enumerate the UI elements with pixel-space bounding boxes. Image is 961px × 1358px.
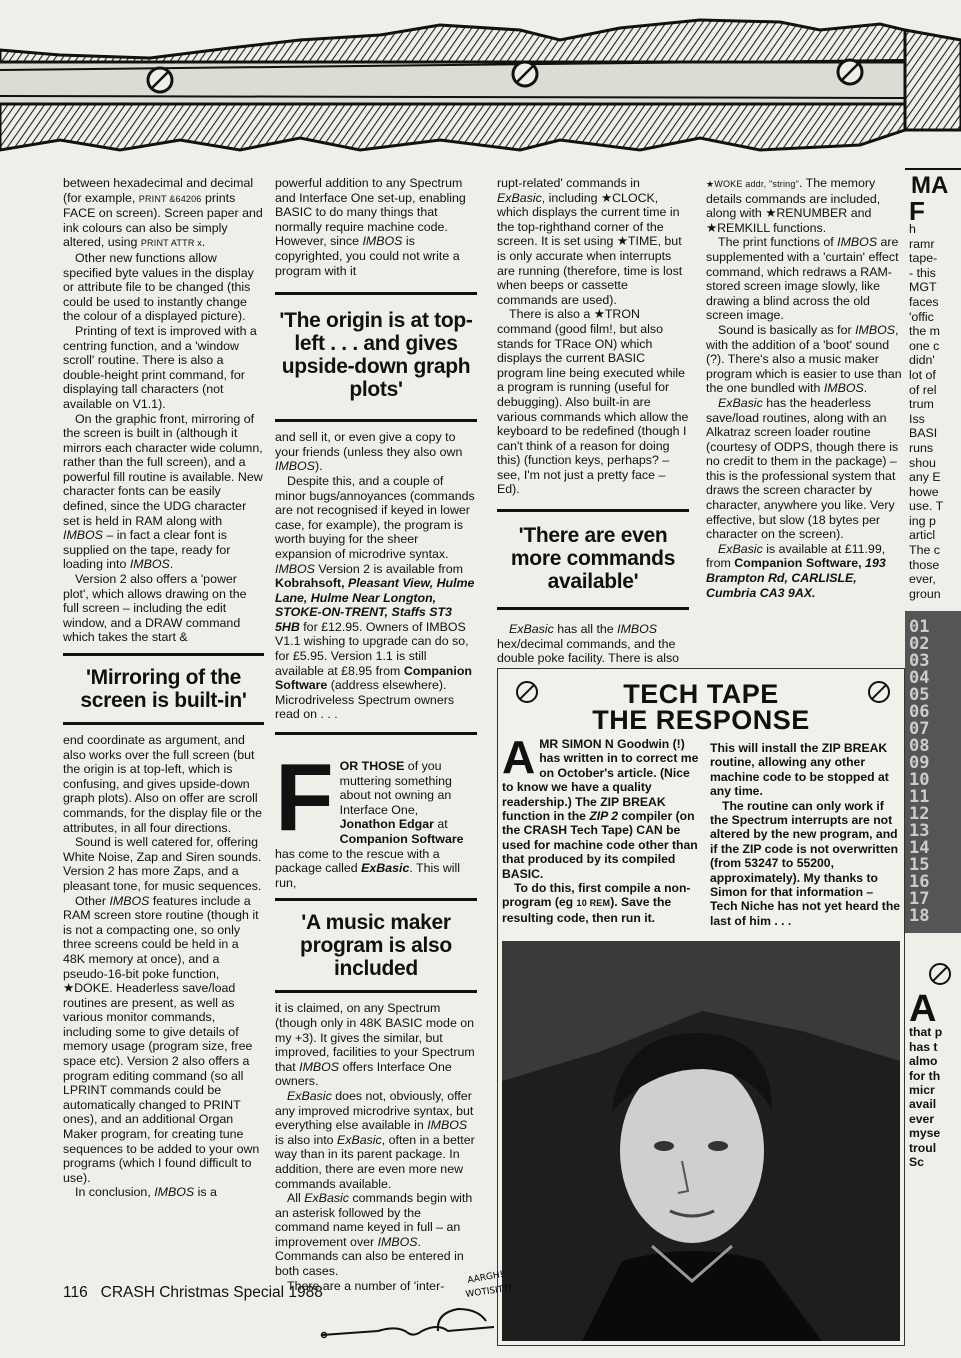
sidebar-line: h bbox=[909, 222, 916, 236]
sidebar-screen-row: 03 bbox=[909, 651, 930, 672]
sidebar-line: avail bbox=[909, 1097, 937, 1112]
article-column-3 bbox=[497, 176, 689, 680]
sidebar-line: lot of bbox=[909, 367, 936, 382]
sidebar-line: MGT bbox=[909, 280, 937, 295]
sidebar-line: BASI bbox=[909, 426, 938, 441]
paragraph: ★WOKE addr, "string". The memory details commands are included, along with ★RENUMBER and ★REMKILL functions. bbox=[706, 176, 881, 235]
paragraph: Despite this, and a couple of minor bugs/annoyances (commands are not recognised if keyed in lower case, for example), the program is worth buying for the sheer expansion of microdrive syntax. IMBOS Version 2 is available from Kobrahsoft, Pleasant View, Hulme Lane, Hulme Near Longton, STOKE-ON-TRENT, Staffs ST3 5HB for £12.95. Owners of IMBOS V1.1 wishing to upgrade can do so, for £5.95. Version 1.1 is still available at £8.95 from Companion Software (address elsewhere). Microdriveless Spectrum owners read on . . . bbox=[275, 473, 475, 722]
sidebar-line: - this bbox=[909, 265, 936, 280]
no-entry-icon bbox=[929, 963, 951, 985]
sidebar-line: Iss bbox=[909, 411, 925, 426]
sidebar-line: F bbox=[909, 196, 925, 226]
sidebar-screen-row: 17 bbox=[909, 889, 930, 910]
sidebar-screen-row: 01 bbox=[909, 617, 930, 638]
paragraph: ExBasic is available at £11.99, from Companion Software, 193 Brampton Rd, CARLISLE, Cumbria CA3 9AX. bbox=[706, 541, 886, 600]
sidebar-line: for th bbox=[909, 1068, 941, 1083]
paragraph: FOR THOSE of you muttering something about not owning an Interface One, Jonathon Edgar at Companion Software has come to the rescue with a package called ExBasic. This will run, bbox=[275, 744, 464, 890]
sidebar-line: ever, bbox=[909, 572, 936, 587]
paragraph: ExBasic does not, obviously, offer any improved microdrive syntax, but everything else available in IMBOS is also into ExBasic, often in a better way than in its parent package. In addition, there are even more new commands available. bbox=[275, 1088, 475, 1191]
sidebar-screen-row: 18 bbox=[909, 906, 930, 927]
paragraph: powerful addition to any Spectrum and Interface One set-up, enabling BASIC to do many things that normally require machine code. However, since IMBOS is copyrighted, you could not write a program with it bbox=[275, 176, 466, 278]
sidebar-line: myse bbox=[909, 1126, 941, 1141]
pull-quote: 'There are even more commands available' bbox=[497, 509, 689, 610]
paragraph: ExBasic has all the IMBOS hex/decimal commands, and the double poke facility. There is also bbox=[497, 622, 680, 666]
sidebar-line: runs bbox=[909, 440, 934, 455]
adjacent-page-edge bbox=[905, 160, 961, 1358]
sidebar-line: didn' bbox=[909, 353, 935, 368]
tech-tape-box bbox=[497, 668, 905, 1346]
sidebar-screen-row: 15 bbox=[909, 855, 930, 876]
article-column-4 bbox=[706, 176, 902, 600]
sidebar-line: the m bbox=[909, 324, 940, 339]
sidebar-screen-row: 08 bbox=[909, 736, 930, 757]
sidebar-heading: MA bbox=[911, 172, 949, 199]
paragraph: The print functions of IMBOS are supplemented with a 'curtain' effect command, which redraws a RAM-stored screen image slowly, like drawing a blind across the old screen image. bbox=[706, 235, 899, 323]
sidebar-line: almo bbox=[909, 1054, 938, 1069]
sidebar-line: one c bbox=[909, 338, 940, 353]
sidebar-screen-row: 14 bbox=[909, 838, 930, 859]
sidebar-screen-row: 04 bbox=[909, 668, 930, 689]
tech-tape-title: TECH TAPE THE RESPONSE bbox=[592, 679, 810, 735]
doodle-text: AARGH! bbox=[466, 1269, 505, 1286]
sidebar-line: has t bbox=[909, 1039, 938, 1054]
paragraph: There is also a ★TRON command (good film!, but also stands for TRace ON) which displays the current BASIC program line being executed while a program is running (useful for debugging). Also built-in are various commands which allow the keyboard to be redefined (though I can't think of a reason for doing this) (function keys, perhaps? – see, I'm not just a pretty face – Ed). bbox=[497, 307, 689, 497]
sidebar-screen-image bbox=[905, 611, 961, 933]
sidebar-screen-row: 16 bbox=[909, 872, 930, 893]
paragraph: Sound is basically as for IMBOS, with the addition of a 'boot' sound (?). There's also a music maker program which is easier to use than the one bundled with IMBOS. bbox=[706, 322, 902, 396]
paragraph: rupt-related' commands in ExBasic, including ★CLOCK, which displays the current time in the top-righthand corner of the screen. It is set using ★TIME, but is only accurate when interrupts are running (therefore, time is lost when beeps or cassette commands are used). bbox=[497, 176, 683, 307]
paragraph: There are a number of 'inter- bbox=[287, 1278, 445, 1293]
sidebar-line: trum bbox=[909, 397, 934, 412]
sidebar-line: ramr bbox=[909, 236, 935, 251]
paragraph: and sell it, or even give a copy to your friends (unless they also own IMBOS). bbox=[275, 430, 463, 474]
sidebar-drop-cap: A bbox=[909, 988, 937, 1031]
tech-tape-column-left: AMR SIMON N Goodwin (!) has written in to correct me on October's article. (Nice to know we have a quality readership.) The ZIP BREAK function in the ZIP 2 compiler (on the CRASH Tech Tape) CAN be used for machine code other than that produced by its compiled BASIC. To do this, first compile a non-program (eg 10 REM). Save the resulting code, then run it. bbox=[502, 731, 699, 925]
paragraph: Sound is well catered for, offering White Noise, Zap and Siren sounds. Version 2 has more Zaps, and a pleasant tone, for music sequences. bbox=[63, 835, 262, 893]
paragraph: All ExBasic commands begin with an asterisk followed by the command name keyed in full – an improvement over IMBOS. Commands can also be entered in both cases. bbox=[275, 1191, 473, 1279]
tech-tape-column-right: This will install the ZIP BREAK routine, allowing any other machine code to be stopped at any time. The routine can only work if the Spectrum interrupts are not altered by the new program, and if the ZIP code is not overwritten (from 53247 to 55200, approximately). My thanks to Simon for that information – Tech Niche has not yet heard the last of him . . . bbox=[710, 741, 901, 928]
sidebar-line: howe bbox=[909, 484, 939, 499]
pull-quote: 'The origin is at top-left . . . and gives upside-down graph plots' bbox=[275, 292, 477, 422]
no-entry-icon bbox=[516, 681, 538, 703]
sidebar-screen-row: 02 bbox=[909, 634, 930, 655]
article-column-1 bbox=[63, 176, 264, 1200]
paragraph: In conclusion, IMBOS is a bbox=[75, 1185, 217, 1200]
drop-cap: A bbox=[502, 731, 536, 783]
sidebar-line: groun bbox=[909, 586, 941, 601]
sidebar-line: those bbox=[909, 557, 940, 572]
sidebar-line: faces bbox=[909, 294, 939, 309]
sidebar-screen-row: 10 bbox=[909, 770, 930, 791]
sidebar-line: of rel bbox=[909, 382, 937, 397]
paragraph: On the graphic front, mirroring of the screen is built in (although it mirrors each character wide column, rather than the full screen), and a powerful fill routine is available. New character fonts can be easily defined, since the UDG character set is held in RAM along with IMBOS – in fact a clear font is supplied on the tape, ready for loading into IMBOS. bbox=[63, 411, 263, 572]
sidebar-line: ing p bbox=[909, 513, 936, 528]
sidebar-line: that p bbox=[909, 1025, 943, 1040]
paragraph: Other new functions allow specified byte values in the display or attribute file to be changed (this could be used to instantly change the colour of a displayed picture). bbox=[63, 250, 254, 324]
sidebar-line: ever bbox=[909, 1111, 935, 1126]
page-footer bbox=[63, 1284, 323, 1302]
sidebar-screen-row: 13 bbox=[909, 821, 930, 842]
page-number: 116 bbox=[63, 1284, 88, 1301]
sidebar-screen-row: 06 bbox=[909, 702, 930, 723]
sidebar-line: The c bbox=[909, 543, 940, 558]
sidebar-text bbox=[905, 196, 961, 601]
paragraph: end coordinate as argument, and also works over the full screen (but the origin is at top-left, which is confusing, and gives upside-down graph plots). Also on offer are scroll commands, for the display file or the attributes, in all four directions. bbox=[63, 733, 263, 835]
sidebar-screen-row: 07 bbox=[909, 719, 930, 740]
sidebar-line: 'offic bbox=[909, 309, 934, 324]
sidebar-line: shou bbox=[909, 455, 936, 470]
sidebar-screen-row: 11 bbox=[909, 787, 930, 808]
magazine-title: CRASH Christmas Special 1988 bbox=[100, 1284, 323, 1301]
pull-quote: 'Mirroring of the screen is built-in' bbox=[63, 653, 264, 725]
sidebar-screen-row: 12 bbox=[909, 804, 930, 825]
sidebar-line: micr bbox=[909, 1083, 935, 1098]
sidebar-screen-row: 05 bbox=[909, 685, 930, 706]
paragraph: Version 2 also offers a 'power plot', which allows drawing on the full screen – including the edit window, and a DRAW command which takes the start & bbox=[63, 572, 247, 645]
sidebar-line: use. T bbox=[909, 499, 944, 514]
paragraph: between hexadecimal and decimal (for example, PRINT &64206 prints FACE on screen). Screen paper and ink colours can also be simply altered, using PRINT ATTR x. bbox=[63, 176, 263, 250]
paragraph: Printing of text is improved with a centring function, and a 'window scroll' routine. There is also a double-height print command, for displaying tall characters (not available on V1.1). bbox=[63, 323, 257, 411]
paragraph: ExBasic has the headerless save/load routines, along with an Alkatraz screen loader routine (courtesy of ODPS, though there is no credit to them in the package) – this is the professional system that draws the screen character by character, anywhere you like. Very effective, but slow (18 bytes per character on the screen). bbox=[706, 395, 899, 542]
article-column-2 bbox=[275, 176, 477, 1293]
sidebar-line: articl bbox=[909, 528, 936, 543]
paragraph: Other IMBOS features include a RAM screen store routine (though it is not a compacting one, so only three screens could be held in a 48K memory at once), and a pseudo-16-bit poke function, ★DOKE. Headerless save/load routines are present, as well as various monitor commands, including some to give details of memory usage (program size, free space etc). Version 2 also offers a program editing command (so all LPRINT commands could be automatically changed to PRINT ones), and an additional Organ Maker program, for creating tune sequences to be added to your own programs (which I found difficult to use). bbox=[63, 893, 260, 1185]
sidebar-line: tape- bbox=[909, 251, 938, 266]
author-photo bbox=[502, 941, 900, 1341]
doodle-text: WOTISIT?! bbox=[465, 1283, 513, 1300]
paragraph: it is claimed, on any Spectrum (though only in 48K BASIC mode on my +3). It gives the similar, but improved, facilities to your Spectrum that IMBOS offers Interface One owners. bbox=[275, 1001, 475, 1089]
no-entry-icon bbox=[868, 681, 890, 703]
drop-cap: F bbox=[275, 744, 334, 852]
sidebar-text bbox=[905, 1025, 961, 1169]
sidebar-line: troul bbox=[909, 1140, 937, 1155]
decorative-banner bbox=[0, 0, 961, 160]
pull-quote: 'A music maker program is also included bbox=[275, 898, 477, 993]
sidebar-screen-row: 09 bbox=[909, 753, 930, 774]
sidebar-line: Sc bbox=[909, 1155, 924, 1170]
sidebar-line: any E bbox=[909, 470, 941, 485]
doodle-cartoon bbox=[318, 1265, 513, 1345]
